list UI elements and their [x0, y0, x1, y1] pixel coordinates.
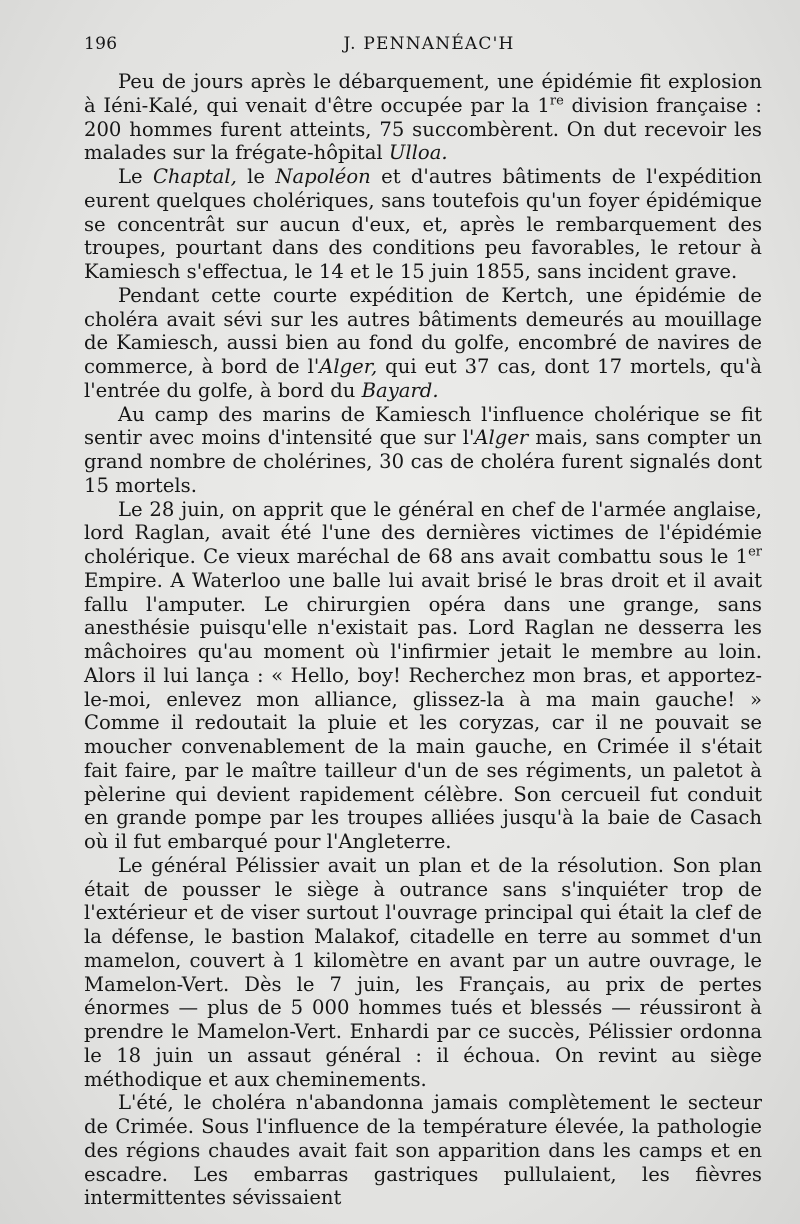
text-run: Pendant cette courte expédition de Kertch, une épidémie de choléra avait sévi sur les autres bâtiments demeurés au mouillage de Kamiesch, aussi bien au fond du golfe, encombré de navires de commerce, à bord de l' — [84, 283, 762, 378]
text-run: le — [236, 165, 276, 188]
text-run: division française : 200 hommes furent atteints, 75 succombèrent. On dut recevoir les malades sur la frégate-hôpital — [84, 93, 762, 165]
italic-text: Chaptal, — [152, 165, 237, 188]
text-run: Au camp des marins de Kamiesch l'influence cholérique se fit sentir avec moins d'intensité que sur l' — [84, 402, 762, 450]
ordinal-superscript: er — [748, 544, 762, 560]
page-number: 196 — [84, 34, 118, 54]
running-head: J. PENNANÉAC'H — [343, 34, 515, 54]
paragraph — [84, 498, 762, 854]
text-run: Le — [118, 165, 153, 188]
page-header — [84, 34, 774, 62]
text-run: Empire. A Waterloo une balle lui avait brisé le bras droit et il avait fallu l'amputer. Le chirurgien opéra dans une grange, sans anesthésie puisqu'elle n'existait pas. Lord Raglan ne desserra les mâchoires qu'au moment où l'infirmier jetait le membre au loin. Alors il lui lança : « Hello, boy! Recherchez mon bras, et apportez-le-moi, enlevez mon alliance, glissez-la à ma main gauche! » Comme il redoutait la pluie et les coryzas, car il ne pouvait se moucher convenablement de la main gauche, en Crimée il s'était fait faire, par le maître tailleur d'un de ses régiments, un paletot à pèlerine qui devient rapidement célèbre. Son cercueil fut conduit en grande pompe par les troupes alliées jusqu'à la baie de Casach où il fut embarqué pour l'Angleterre. — [84, 568, 762, 853]
paragraph — [84, 854, 762, 1092]
italic-text: Alger, — [319, 355, 378, 378]
paragraph — [84, 1091, 762, 1210]
italic-text: Bayard. — [361, 378, 439, 402]
text-run: L'été, le choléra n'abandonna jamais complètement le secteur de Crimée. Sous l'influence de la température élevée, la pathologie des régions chaudes avait fait son apparition dans les camps et en escadre. Les embarras gastriques pullulaient, les fièvres intermittentes sévissaient — [84, 1091, 762, 1210]
text-run: Peu de jours après le débarquement, une épidémie fit explosion à Iéni-Kalé, qui venait d'être occupée par la 1 — [84, 70, 762, 117]
text-run: Le général Pélissier avait un plan et de la résolution. Son plan était de pousser le siège à outrance sans s'inquiéter trop de l'extérieur et de viser surtout l'ouvrage principal qui était la clef de la défense, le bastion Malakof, citadelle en terre au sommet d'un mamelon, couvert à 1 kilomètre en avant par un autre ouvrage, le Mamelon-Vert. Dès le 7 juin, les Français, au prix de pertes énormes — plus de 5 000 hommes tués et blessés — réussiront à prendre le Mamelon-Vert. Enhardi par ce succès, Pélissier ordonna le 18 juin un assaut général : il échoua. On revint au siège méthodique et aux cheminements. — [84, 853, 762, 1091]
paragraph — [84, 403, 762, 498]
body-text — [84, 70, 762, 1210]
italic-text: Napoléon — [275, 165, 371, 188]
ordinal-superscript: re — [549, 93, 564, 109]
text-run: et d'autres bâtiments de l'expédition eurent quelques cholériques, sans toutefois qu'un foyer épidémique se concentrât sur aucun d'eux, et, après le rembarquement des troupes, pourtant dans des conditions peu favorables, le retour à Kamiesch s'effectua, le 14 et le 15 juin 1855, sans incident grave. — [84, 165, 762, 283]
text-run: Le 28 juin, on apprit que le général en chef de l'armée anglaise, lord Raglan, avait été l'une des dernières victimes de l'épidémie cholérique. Ce vieux maréchal de 68 ans avait combattu sous le 1 — [84, 497, 762, 568]
paragraph — [84, 70, 762, 165]
italic-text: Alger — [474, 426, 529, 450]
italic-text: Ulloa. — [388, 141, 448, 165]
paragraph — [84, 284, 762, 403]
paragraph — [84, 165, 762, 284]
text-run: qui eut 37 cas, dont 17 mortels, qu'à l'entrée du golfe, à bord du — [84, 355, 762, 402]
text-run: mais, sans compter un grand nombre de cholérines, 30 cas de choléra furent signalés dont 15 mortels. — [84, 426, 762, 497]
